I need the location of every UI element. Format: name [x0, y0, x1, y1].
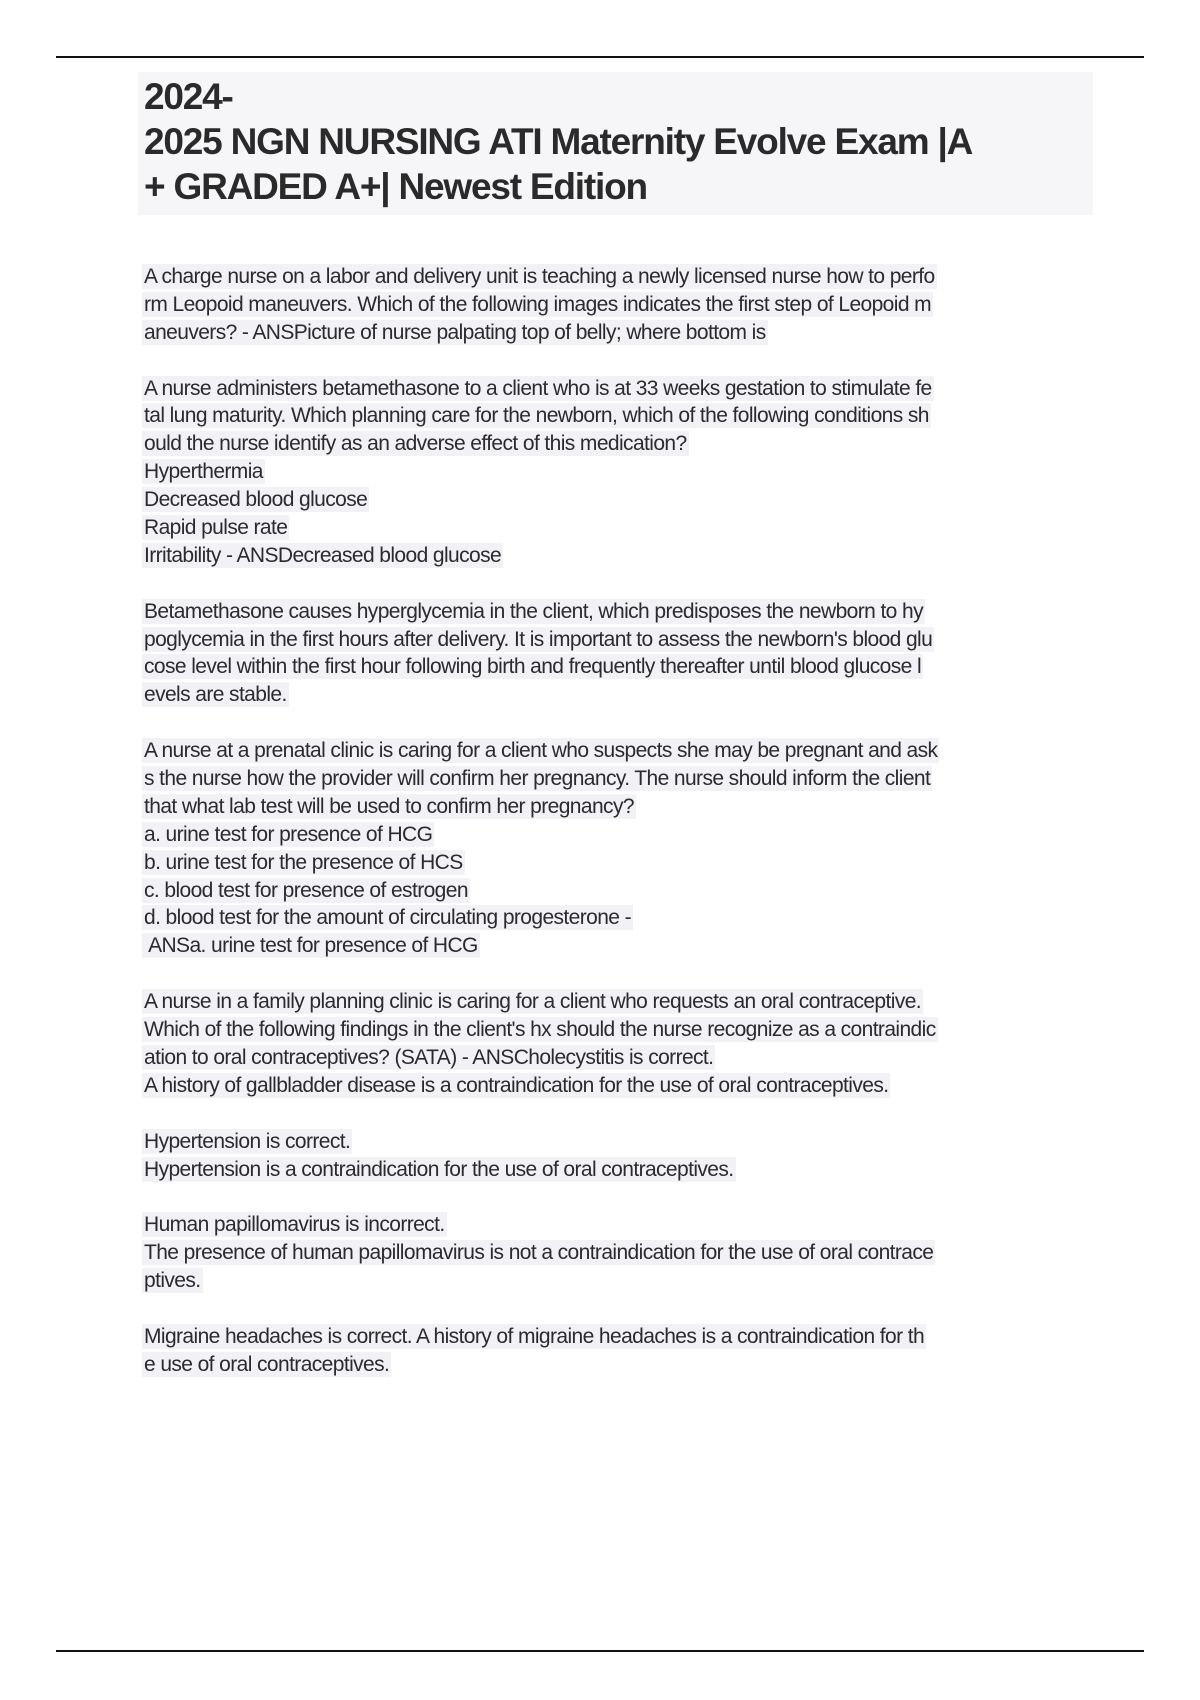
text-line-content: ptives. [144, 1269, 201, 1293]
text-line [142, 319, 1092, 347]
text-line [142, 1016, 1092, 1044]
text-line-content: Irritability - ANSDecreased blood glucose [144, 543, 502, 567]
text-line [142, 626, 1092, 654]
text-line-content: c. blood test for presence of estrogen [144, 878, 468, 902]
text-line [142, 821, 1092, 849]
text-line-content: Hypertension is a contraindication for the use of oral contraceptives. [144, 1157, 734, 1181]
text-line-content: A charge nurse on a labor and delivery unit is teaching a newly licensed nurse how to perfo [144, 265, 935, 288]
text-line-content: tal lung maturity. Which planning care for the newborn, which of the following conditions sh [144, 404, 929, 428]
text-line-content: rm Leopoid maneuvers. Which of the following images indicates the first step of Leopoid m [144, 292, 932, 316]
blank-line [142, 709, 1092, 737]
top-rule [56, 56, 1144, 58]
text-line-content: Betamethasone causes hyperglycemia in the client, which predisposes the newborn to hy [144, 599, 923, 623]
text-line-content: poglycemia in the first hours after delivery. It is important to assess the newborn's blood glu [144, 627, 933, 651]
text-line [142, 793, 1092, 821]
text-line [142, 1156, 1092, 1184]
text-line [142, 598, 1092, 626]
title-line: 2025 NGN NURSING ATI Maternity Evolve Exam |A [144, 121, 973, 162]
text-line-content: A history of gallbladder disease is a contraindication for the use of oral contraceptives. [144, 1073, 889, 1097]
title-line: 2024- [144, 76, 233, 117]
text-line-content: s the nurse how the provider will confirm her pregnancy. The nurse should inform the client [144, 767, 931, 791]
text-line [142, 458, 1092, 486]
text-line [142, 988, 1092, 1016]
text-line-content: Hyperthermia [144, 460, 263, 484]
text-line-content: ANSa. urine test for presence of HCG [144, 934, 478, 958]
text-line [142, 430, 1092, 458]
text-line-content: a. urine test for presence of HCG [144, 822, 433, 846]
text-line [142, 765, 1092, 793]
text-line-content: d. blood test for the amount of circulating progesterone - [144, 906, 632, 930]
text-line [142, 1128, 1092, 1156]
text-line [142, 1351, 1092, 1379]
text-line-content: A nurse at a prenatal clinic is caring for a client who suspects she may be pregnant and ask [144, 739, 938, 763]
blank-line [142, 960, 1092, 988]
text-line-content: e use of oral contraceptives. [144, 1352, 390, 1376]
text-line-content: evels are stable. [144, 683, 287, 707]
text-line [142, 291, 1092, 319]
text-line-content: ation to oral contraceptives? (SATA) - ANSCholecystitis is correct. [144, 1045, 714, 1069]
text-line-content: b. urine test for the presence of HCS [144, 850, 463, 874]
text-line [142, 1239, 1092, 1267]
text-line-content: A nurse in a family planning clinic is caring for a client who requests an oral contraceptive. [144, 990, 922, 1014]
blank-line [142, 570, 1092, 598]
text-line-content: A nurse administers betamethasone to a client who is at 33 weeks gestation to stimulate fe [144, 376, 932, 400]
text-line [142, 932, 1092, 960]
text-line [142, 849, 1092, 877]
text-line [142, 681, 1092, 709]
text-line-content: Rapid pulse rate [144, 516, 288, 540]
text-line-content: The presence of human papillomavirus is not a contraindication for the use of oral contrace [144, 1241, 934, 1265]
blank-line [142, 347, 1092, 375]
text-line-content: that what lab test will be used to confirm her pregnancy? [144, 794, 634, 818]
blank-line [142, 1100, 1092, 1128]
text-line [142, 542, 1092, 570]
text-line [142, 1072, 1092, 1100]
text-line [142, 877, 1092, 905]
text-line [142, 1323, 1092, 1351]
text-line [142, 1044, 1092, 1072]
text-line [142, 1211, 1092, 1239]
text-line-content: Human papillomavirus is incorrect. [144, 1213, 445, 1237]
text-line [142, 737, 1092, 765]
text-line [142, 653, 1092, 681]
blank-line [142, 1183, 1092, 1211]
text-line-content: Hypertension is correct. [144, 1129, 351, 1153]
bottom-rule [56, 1650, 1144, 1652]
text-line-content: ould the nurse identify as an adverse effect of this medication? [144, 432, 687, 456]
text-line-content: aneuvers? - ANSPicture of nurse palpating top of belly; where bottom is [144, 320, 766, 344]
text-line-content: Which of the following findings in the client's hx should the nurse recognize as a contraindic [144, 1018, 936, 1042]
text-line [142, 1267, 1092, 1295]
text-line [142, 263, 1092, 291]
text-line [142, 514, 1092, 542]
text-line [142, 402, 1092, 430]
title-line: + GRADED A+| Newest Edition [144, 166, 647, 207]
text-line-content: Migraine headaches is correct. A history of migraine headaches is a contraindication for th [144, 1324, 925, 1348]
text-line [142, 904, 1092, 932]
document-title [138, 72, 1093, 215]
text-line-content: Decreased blood glucose [144, 488, 368, 512]
text-line-content: cose level within the first hour following birth and frequently thereafter until blood glucose l [144, 655, 922, 679]
text-line [142, 486, 1092, 514]
blank-line [142, 1295, 1092, 1323]
text-line [142, 375, 1092, 403]
document-body [142, 263, 1092, 1379]
